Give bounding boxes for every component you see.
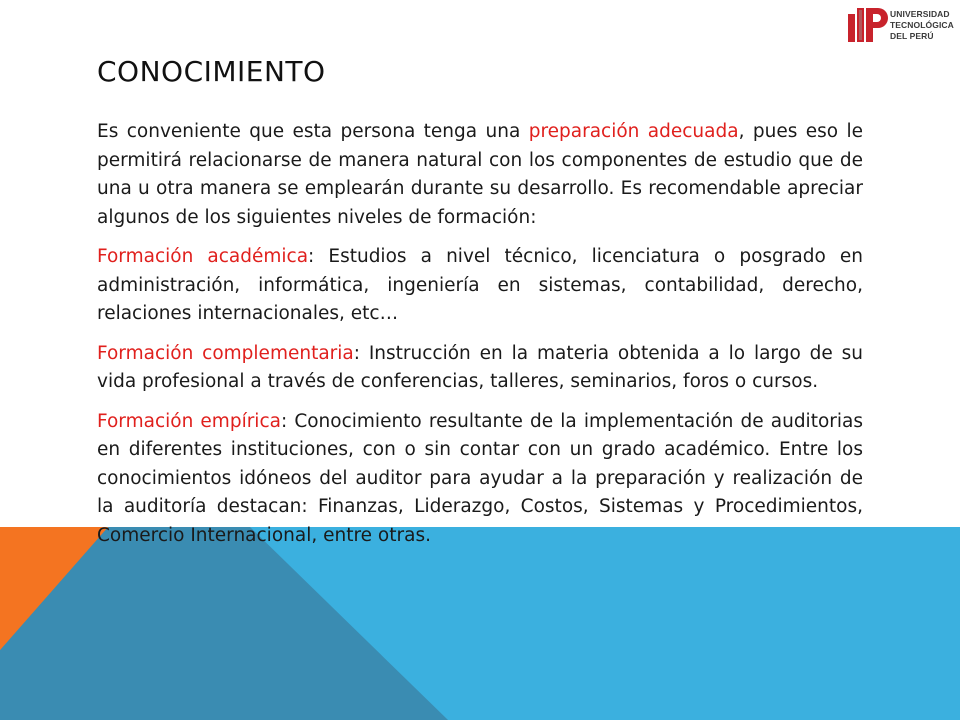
highlight-formacion-empirica: Formación empírica — [97, 410, 281, 432]
paragraph-intro — [97, 118, 863, 232]
logo-wordmark — [890, 9, 954, 42]
paragraph-formacion-empirica-text: : Conocimiento resultante de la implementación de auditorias en diferentes instituciones, con o sin contar con un grado académico. Entre los conocimientos idóneos del auditor para ayudar a la preparación y realización de la auditoría destacan: Finanzas, Liderazgo, Costos, Sistemas y Procedimientos, Comercio Internacional, entre otras. — [97, 410, 863, 546]
paragraph-formacion-academica-text: : Estudios a nivel técnico, licenciatura o posgrado en administración, informática, ingeniería en sistemas, contabilidad, derecho, relaciones internacionales, etc… — [97, 246, 863, 324]
paragraph-formacion-academica — [97, 243, 863, 329]
utp-logo-icon — [848, 6, 888, 46]
slide-body — [97, 118, 863, 561]
highlight-preparacion-adecuada: preparación adecuada — [528, 121, 739, 142]
paragraph-intro-text-2: , pues eso le permitirá relacionarse de manera natural con los componentes de estudio que de una u otra manera se emplearán durante su desarrollo. Es recomendable apreciar algunos de los siguientes niveles de formación: — [97, 121, 863, 228]
slide-title: CONOCIMIENTO — [97, 55, 326, 88]
logo-line-1: UNIVERSIDAD — [890, 9, 950, 19]
paragraph-formacion-complementaria-text: : Instrucción en la materia obtenida a lo largo de su vida profesional a través de conferencias, talleres, seminarios, foros o cursos. — [97, 342, 863, 392]
paragraph-formacion-complementaria — [97, 340, 863, 397]
highlight-formacion-complementaria: Formación complementaria — [97, 342, 354, 364]
logo-line-2: TECNOLÓGICA — [890, 20, 954, 30]
paragraph-formacion-empirica — [97, 408, 863, 551]
logo-line-3: DEL PERÚ — [890, 31, 934, 41]
university-logo — [848, 6, 956, 46]
highlight-formacion-academica: Formación académica — [97, 246, 309, 267]
paragraph-intro-text-1: Es conveniente que esta persona tenga una — [97, 121, 529, 142]
